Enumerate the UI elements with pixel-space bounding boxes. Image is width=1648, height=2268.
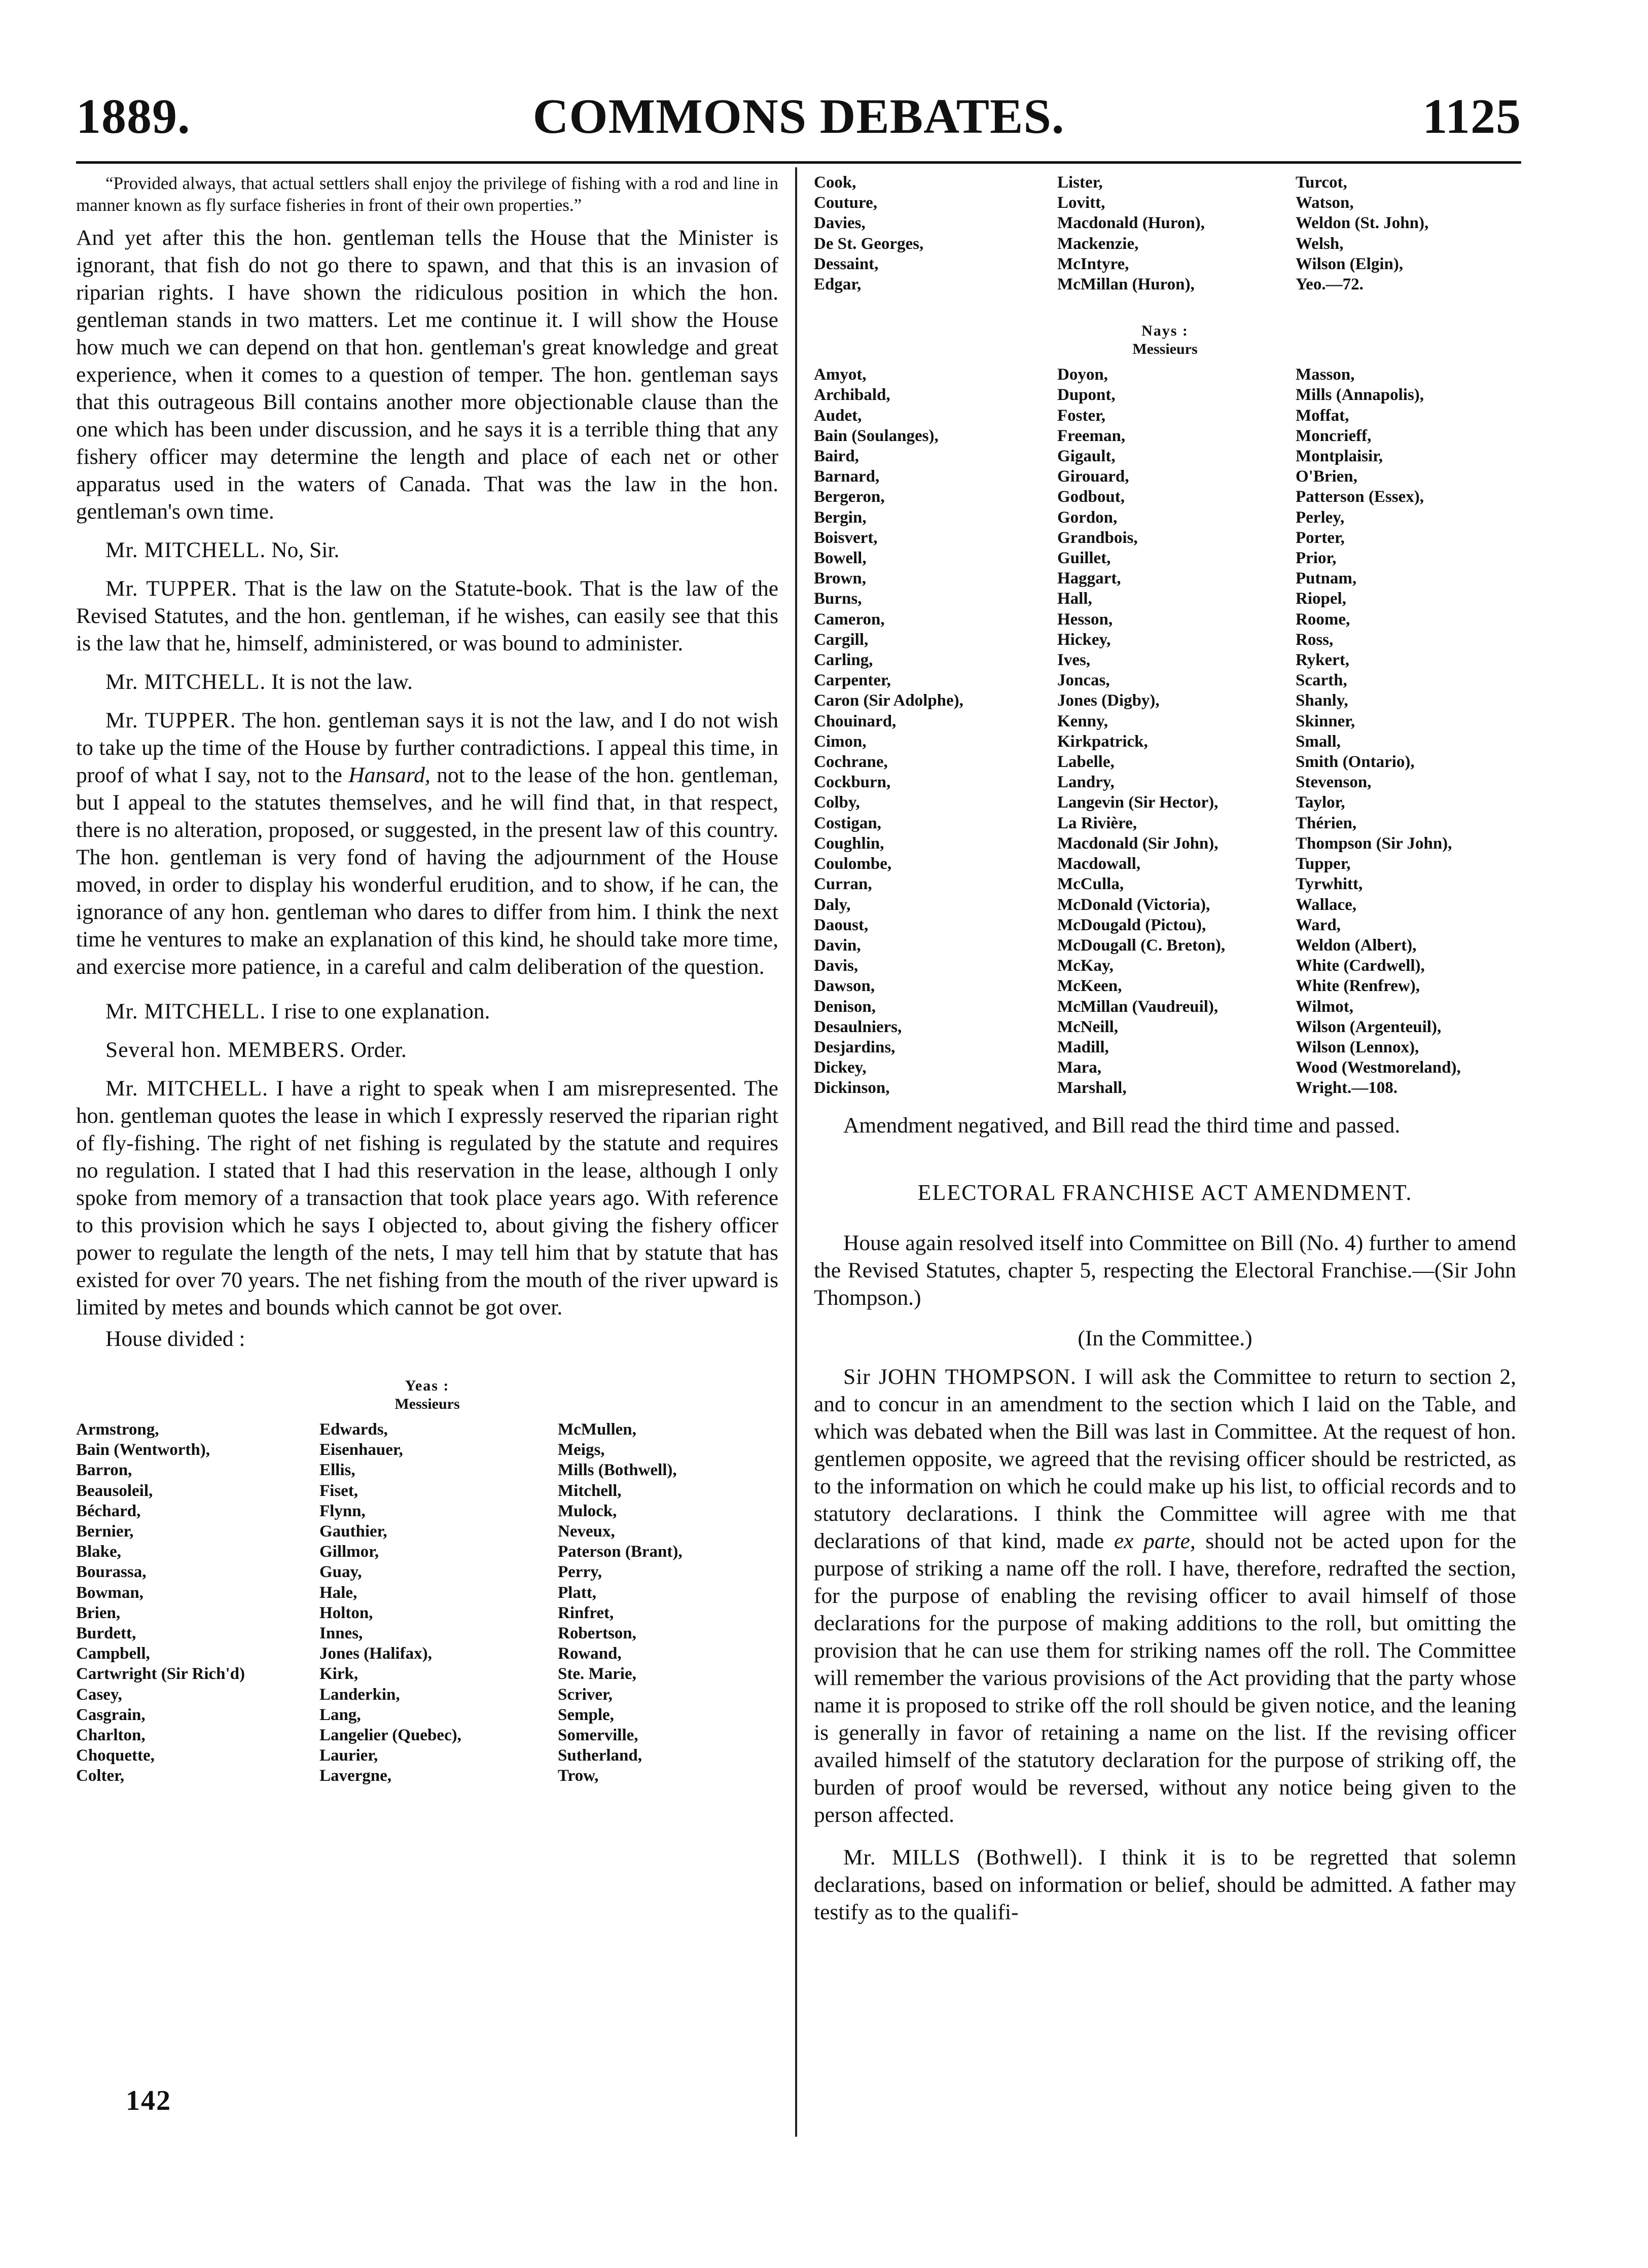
member-name: Davies, [814,214,866,233]
speech-text: Order. [345,1038,407,1062]
member-name: Caron (Sir Adolphe), [814,691,963,710]
member-name: Denison, [814,997,876,1016]
member-name: Colter, [76,1767,125,1785]
member-name: Holton, [319,1603,373,1622]
names-column [1057,172,1291,295]
member-name: Trow, [558,1767,599,1785]
member-name: Blake, [76,1543,121,1561]
header-rule [76,161,1521,164]
yeas-heading: Yeas : [405,1377,450,1394]
member-name: Joncas, [1057,671,1110,690]
member-name: Armstrong, [76,1420,159,1439]
nays-subheading: Messieurs [1132,341,1198,358]
in-committee: (In the Committee.) [1078,1326,1252,1350]
member-name: Bain (Wentworth), [76,1441,210,1459]
member-name: La Rivière, [1057,814,1137,832]
speech-italic: ex parte, [1114,1528,1196,1553]
member-name: White (Renfrew), [1296,977,1420,996]
member-name: Charlton, [76,1726,146,1745]
member-name: Scarth, [1296,671,1347,690]
member-name: Roome, [1296,610,1350,629]
member-name: Cimon, [814,732,867,751]
member-name: Bernier, [76,1522,134,1541]
member-name: McIntyre, [1057,254,1129,273]
speech [76,707,778,980]
member-name: Dickinson, [814,1079,890,1098]
member-name: Prior, [1296,549,1337,568]
speaker-name: Mr. MITCHELL. [105,538,266,562]
member-name: Hale, [319,1583,357,1602]
column-divider [795,167,797,2137]
member-name: McKeen, [1057,977,1122,996]
names-column [558,1419,789,1786]
member-name: Smith (Ontario), [1296,753,1415,772]
member-name: Cook, [814,173,856,192]
paragraph: And yet after this the hon. gentleman tells the House that the Minister is ignorant, that fish do not go there to spawn, and that this is an invasion of riparian rights. I have shown the ridiculous position in which the hon. gentleman stands in two matters. Let me continue it. I will show the House how much we can depend on that hon. gentleman's great knowledge and great experience, when it comes to a question of temper. The hon. gentleman says that this outrageous Bill contains another more objectionable clause than the one which has been under discussion, and he says it is a terrible thing that any fishery officer may determine the length and place of each net or other apparatus used in the waters of Canada. That was the law in the hon. gentleman's own time. [76,226,778,524]
member-name: Ives, [1057,651,1091,670]
member-name: Turcot, [1296,173,1347,192]
member-name: O'Brien, [1296,467,1357,486]
member-name: Wallace, [1296,895,1357,914]
speech-text: I think it is to be regretted that solemn declarations, based on information or belief, should be admitted. A father may testify as to the qualifi- [814,1845,1517,1924]
member-name: Mills (Bothwell), [558,1461,677,1480]
member-name: McMullen, [558,1420,636,1439]
member-name: Colby, [814,793,860,812]
member-name: Baird, [814,447,859,466]
member-name: Coughlin, [814,834,884,853]
names-column [1296,172,1526,295]
speaker-name: Sir JOHN THOMPSON. [843,1364,1077,1389]
member-name: Doyon, [1057,365,1108,384]
member-name: Gauthier, [319,1522,387,1541]
division-result: Amendment negatived, and Bill read the third time and passed. [843,1113,1401,1138]
member-name: Desaulniers, [814,1017,902,1036]
speaker-name: Mr. MITCHELL. [105,670,266,694]
member-name: Landerkin, [319,1685,400,1704]
speaker-name: Several hon. MEMBERS. [105,1038,345,1062]
member-name: Barnard, [814,467,880,486]
member-name: Kirkpatrick, [1057,732,1148,751]
member-name: Porter, [1296,528,1345,547]
member-name: McMillan (Vaudreuil), [1057,997,1219,1016]
member-name: Madill, [1057,1038,1109,1056]
speech [814,1363,1516,1828]
member-name: Gigault, [1057,447,1116,466]
member-name: Jones (Halifax), [319,1644,432,1663]
member-name: Cartwright (Sir Rich'd) [76,1665,245,1684]
member-name: Mara, [1057,1058,1102,1077]
member-name: Lang, [319,1705,361,1724]
member-name: Dawson, [814,977,875,996]
member-name: Bowell, [814,549,867,568]
member-name: Bergin, [814,508,867,527]
member-name: Campbell, [76,1644,150,1663]
member-name: Costigan, [814,814,881,832]
member-name: Dessaint, [814,254,879,273]
member-name: Paterson (Brant), [558,1543,683,1561]
member-name: Scriver, [558,1685,613,1704]
member-name: Bowman, [76,1583,144,1602]
speech [76,575,778,657]
member-name: Riopel, [1296,590,1346,608]
member-name: Bergeron, [814,488,885,506]
speech-italic: Hansard, [348,763,431,787]
member-name: Yeo.—72. [1296,275,1364,294]
member-name: Girouard, [1057,467,1129,486]
member-name: Skinner, [1296,712,1355,730]
member-name: Hickey, [1057,630,1111,649]
member-name: Audet, [814,406,862,425]
division-list-nays [814,322,1516,1098]
member-name: Mulock, [558,1502,617,1520]
member-name: Amyot, [814,365,867,384]
member-name: McCulla, [1057,875,1124,894]
member-name: Gillmor, [319,1543,379,1561]
member-name: Masson, [1296,365,1355,384]
member-name: Neveux, [558,1522,615,1541]
member-name: Edgar, [814,275,862,294]
member-name: Lavergne, [319,1767,392,1785]
division-list-yeas [76,1377,778,1786]
member-name: Taylor, [1296,793,1345,812]
member-name: Freeman, [1057,426,1126,445]
speech-text: I rise to one explanation. [266,999,490,1023]
names-column [1057,364,1291,1098]
member-name: Bourassa, [76,1563,147,1582]
speech [76,1036,778,1064]
member-name: Cochrane, [814,753,888,772]
speaker-name: Mr. MILLS (Bothwell). [843,1845,1084,1870]
names-column [814,172,1052,295]
member-name: Carpenter, [814,671,891,690]
member-name: Stevenson, [1296,773,1372,792]
member-name: Putnam, [1296,569,1357,588]
member-name: Foster, [1057,406,1106,425]
member-name: Dickey, [814,1058,867,1077]
member-name: Small, [1296,732,1341,751]
member-name: Ross, [1296,630,1334,649]
member-name: Edwards, [319,1420,388,1439]
member-name: Wright.—108. [1296,1079,1398,1098]
speech-text: That is the law on the Statute-book. That is the law of the Revised Statutes, and the hon. gentleman, if he wishes, can easily see that this is the law that he, himself, administered, or was bound to administer. [76,576,779,655]
member-name: Mackenzie, [1057,234,1139,253]
speaker-name: Mr. MITCHELL. [105,999,266,1023]
speech [76,998,778,1025]
member-name: Welsh, [1296,234,1344,253]
member-name: McDonald (Victoria), [1057,895,1210,914]
member-name: Langevin (Sir Hector), [1057,793,1219,812]
member-name: Brien, [76,1603,121,1622]
member-name: Marshall, [1057,1079,1127,1098]
member-name: Mitchell, [558,1481,622,1500]
member-name: Rinfret, [558,1603,614,1622]
member-name: Burdett, [76,1624,136,1643]
member-name: Grandbois, [1057,528,1138,547]
member-name: Cockburn, [814,773,891,792]
member-name: Archibald, [814,386,890,405]
member-name: Wilson (Argenteuil), [1296,1017,1442,1036]
member-name: Casgrain, [76,1705,146,1724]
member-name: Sutherland, [558,1746,642,1765]
quoted-proviso: “Provided always, that actual settlers shall enjoy the privilege of fishing with a rod and line in manner known as fly surface fisheries in front of their own properties.” [76,173,778,215]
member-name: Fiset, [319,1481,359,1500]
member-name: Langelier (Quebec), [319,1726,461,1745]
member-name: Beausoleil, [76,1481,153,1500]
member-name: Bain (Soulanges), [814,426,939,445]
member-name: Eisenhauer, [319,1441,403,1459]
member-name: Weldon (Albert), [1296,936,1417,955]
member-name: Flynn, [319,1502,366,1520]
member-name: Carling, [814,651,873,670]
member-name: Mills (Annapolis), [1296,386,1424,405]
names-column [319,1419,553,1786]
member-name: Brown, [814,569,866,588]
member-name: McNeill, [1057,1017,1119,1036]
member-name: Couture, [814,194,877,212]
member-name: Cameron, [814,610,885,629]
member-name: Lovitt, [1057,194,1105,212]
member-name: Hesson, [1057,610,1113,629]
member-name: Desjardins, [814,1038,895,1056]
member-name: De St. Georges, [814,234,924,253]
member-name: Innes, [319,1624,363,1643]
member-name: Platt, [558,1583,597,1602]
member-name: Coulombe, [814,855,892,873]
speech [76,536,778,564]
member-name: Jones (Digby), [1057,691,1160,710]
member-name: Choquette, [76,1746,155,1765]
member-name: Labelle, [1057,753,1115,772]
member-name: Macdonald (Huron), [1057,214,1205,233]
member-name: Tyrwhitt, [1296,875,1363,894]
member-name: Guillet, [1057,549,1111,568]
speech [814,1844,1516,1926]
member-name: Daoust, [814,916,869,934]
member-name: Perry, [558,1563,602,1582]
right-column [814,172,1516,1926]
member-name: Wilmot, [1296,997,1353,1016]
member-name: Davin, [814,936,861,955]
member-name: Guay, [319,1563,362,1582]
member-name: Béchard, [76,1502,141,1520]
speech [76,668,778,696]
member-name: Davis, [814,957,858,975]
member-name: Patterson (Essex), [1296,488,1424,506]
member-name: Casey, [76,1685,122,1704]
header-title: COMMONS DEBATES. [532,89,1065,144]
header-year: 1889. [76,89,191,144]
member-name: McMillan (Huron), [1057,275,1195,294]
yeas-subheading: Messieurs [395,1396,460,1412]
member-name: White (Cardwell), [1296,957,1425,975]
member-name: Meigs, [558,1441,605,1459]
speaker-name: Mr. TUPPER. [105,708,236,733]
nays-heading: Nays : [1141,322,1189,340]
paragraph: House again resolved itself into Committee on Bill (No. 4) further to amend the Revised Statutes, chapter 5, respecting the Electoral Franchise.—(Sir John Thompson.) [814,1230,1516,1310]
member-name: Kenny, [1057,712,1108,730]
member-name: McKay, [1057,957,1114,975]
header-page-number: 1125 [1422,89,1521,144]
speaker-name: Mr. TUPPER. [105,576,238,601]
member-name: Wilson (Elgin), [1296,254,1404,273]
member-name: Watson, [1296,194,1354,212]
page-header [76,86,1521,147]
house-divided: House divided : [105,1327,245,1351]
member-name: McDougall (C. Breton), [1057,936,1226,955]
member-name: Ste. Marie, [558,1665,636,1684]
member-name: Somerville, [558,1726,638,1745]
member-name: Cargill, [814,630,869,649]
member-name: Chouinard, [814,712,897,730]
yeas-names [76,1419,778,1786]
member-name: Macdonald (Sir John), [1057,834,1219,853]
speech-text: The hon. gentleman says it is not the law, and I do not wish to take up the time of the House by further contradictions. I appeal this time, in proof of what I say, not to the [76,708,779,787]
member-name: Landry, [1057,773,1115,792]
member-name: Boisvert, [814,528,878,547]
member-name: Moffat, [1296,406,1349,425]
member-name: Gordon, [1057,508,1118,527]
member-name: Burns, [814,590,862,608]
signature-mark: 142 [126,2085,171,2116]
member-name: Thompson (Sir John), [1296,834,1452,853]
member-name: Rykert, [1296,651,1350,670]
member-name: Moncrieff, [1296,426,1372,445]
names-column [1296,364,1526,1098]
member-name: Ellis, [319,1461,355,1480]
speech-text: No, Sir. [266,538,340,562]
member-name: Ward, [1296,916,1341,934]
member-name: McDougald (Pictou), [1057,916,1206,934]
member-name: Weldon (St. John), [1296,214,1429,233]
member-name: Perley, [1296,508,1345,527]
speech-text: I have a right to speak when I am misrepresented. The hon. gentleman quotes the lease in which I expressly reserved the riparian right of fly-fishing. The right of net fishing is regulated by the statute and requires no regulation. I stated that I had this reservation in the lease, although I only spoke from memory of a transaction that took place years ago. With reference to this provision which he says I objected to, about giving the fishery officer power to regulate the length of the nets, I may tell him that by statute that has existed for over 70 years. The net fishing from the mouth of the river upward is limited by metes and bounds which cannot be got over. [76,1076,778,1320]
member-name: Montplaisir, [1296,447,1383,466]
speech [76,1075,778,1321]
speech-text: should not be acted upon for the purpose of striking a name off the roll. I have, therefore, redrafted the section, for the purpose of enabling the revising officer to avail himself of those declarations for the purpose of making additions to the roll, but omitting the provision that he can use them for striking names off the roll. The Committee will remember the various provisions of the Act providing that the party whose name it is proposed to strike off the roll should be given notice, and the leaning is generally in favor of retaining a name on the list. If the revising officer availed himself of the statutory declaration for the purpose of striking off, the burden of proof would be reversed, without any notice being given to the person affected. [814,1528,1517,1827]
speech-text: I will ask the Committee to return to section 2, and to concur in an amendment to the section which I laid on the Table, and which was debated when the Bill was last in Committee. At the request of hon. gentlemen opposite, we agreed that the revising officer should be restricted, as to the information on which he could make up his list, to official records and to statutory declarations. I think the Committee will agree with me that declarations of that kind, made [814,1364,1516,1553]
member-name: Tupper, [1296,855,1351,873]
names-column [76,1419,314,1786]
member-name: Thérien, [1296,814,1357,832]
yeas-continued-names [814,172,1516,295]
names-column [814,364,1052,1098]
member-name: Laurier, [319,1746,378,1765]
member-name: Lister, [1057,173,1103,192]
member-name: Semple, [558,1705,614,1724]
member-name: Hall, [1057,590,1092,608]
member-name: Rowand, [558,1644,622,1663]
member-name: Haggart, [1057,569,1121,588]
member-name: Barron, [76,1461,132,1480]
speaker-name: Mr. MITCHELL. [105,1076,269,1101]
member-name: Kirk, [319,1665,359,1684]
member-name: Curran, [814,875,872,894]
nays-names [814,364,1516,1098]
member-name: Daly, [814,895,851,914]
speech-text: not to the lease of the hon. gentleman, but I appeal to the statutes themselves, and he will find that, in that respect, there is no alteration, proposed, or suggested, in the present law of this country. The hon. gentleman is very fond of having the adjournment of the House moved, in order to display his wonderful erudition, and to show, if he can, the ignorance of any hon. gentleman who dares to differ from him. I think the next time he ventures to make an explanation of this kind, he should take more time, and exercise more patience, in a careful and calm deliberation of the question. [76,763,778,979]
member-name: Godbout, [1057,488,1125,506]
member-name: Macdowall, [1057,855,1141,873]
speech-text: It is not the law. [266,670,413,694]
member-name: Wood (Westmoreland), [1296,1058,1461,1077]
left-column [76,172,778,1786]
member-name: Wilson (Lennox), [1296,1038,1419,1056]
member-name: Dupont, [1057,386,1116,405]
member-name: Shanly, [1296,691,1348,710]
section-title: ELECTORAL FRANCHISE ACT AMENDMENT. [917,1180,1413,1205]
member-name: Robertson, [558,1624,636,1643]
